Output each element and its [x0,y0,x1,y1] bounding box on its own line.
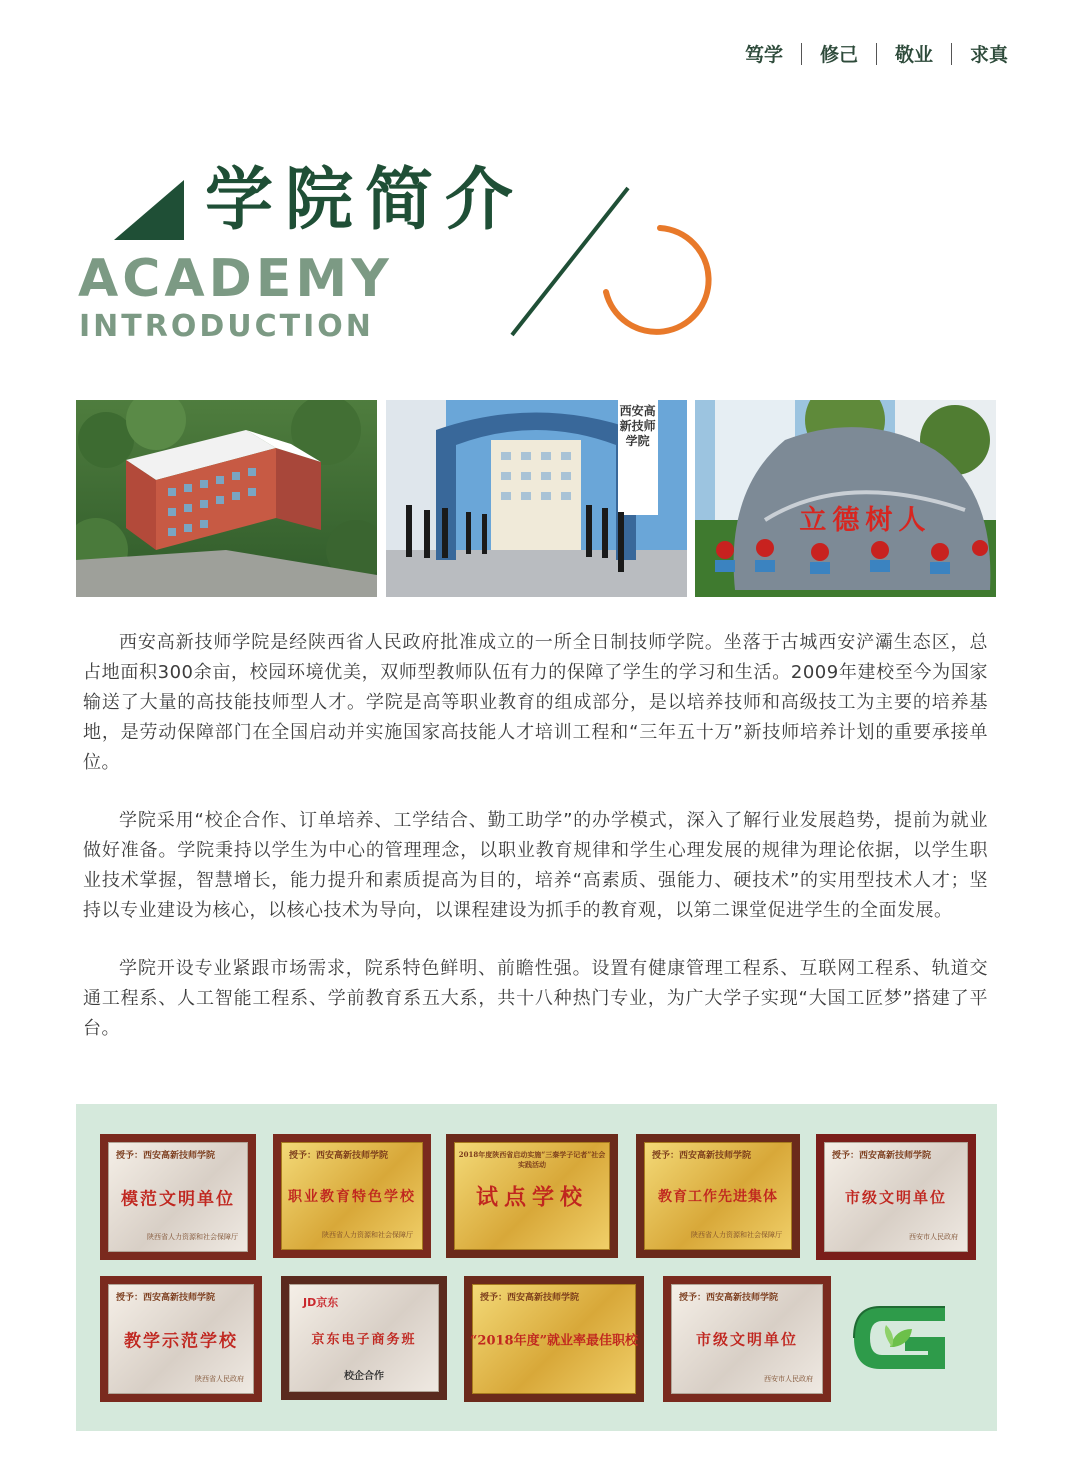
award-grantee: 授予：西安高新技师学院 [679,1293,779,1303]
award-issuer: 陕西省人力资源和社会保障厅 [147,1233,238,1241]
award-plaque [100,1134,256,1260]
award-plaque [100,1276,262,1402]
jd-brand-logo: JD京东 [303,1296,339,1309]
award-plaque [464,1276,644,1402]
award-plaque [273,1134,431,1258]
award-title: 职业教育特色学校 [288,1189,416,1205]
page-title: 学院简介 [205,160,526,240]
motto-item: 修己 [819,44,858,66]
decorative-slash [512,188,628,335]
intro-text [83,628,988,1072]
award-grantee: 授予：西安高新技师学院 [289,1151,389,1161]
award-issuer: 西安市人民政府 [909,1233,958,1241]
award-subtitle: 校企合作 [344,1371,384,1382]
award-plaque [816,1134,976,1260]
page-title-en-line2: INTRODUCTION [79,309,374,344]
campus-aerial-photo [76,400,378,597]
award-grantee: 授予：西安高新技师学院 [480,1293,580,1303]
award-grantee: 授予：西安高新技师学院 [116,1151,216,1161]
award-title: 教学示范学校 [124,1331,238,1352]
award-title: 市级文明单位 [844,1188,947,1207]
decorative-slash-arc-icon [500,180,720,340]
decorative-orange-arc [606,228,709,332]
award-title: 模范文明单位 [121,1189,235,1210]
award-title: “2018年度”就业率最佳职校 [469,1333,639,1349]
heading-triangle-icon [114,180,184,240]
school-gate-photo [386,400,688,597]
motto-item: 笃学 [744,44,783,66]
page-title-en-line1: ACADEMY [78,249,393,309]
photo-strip [76,400,997,597]
gate-sign: 西安高新技师学院 [619,404,656,448]
award-title: 京东电子商务班 [311,1332,417,1348]
award-issuer: 陕西省人力资源和社会保障厅 [691,1231,782,1239]
award-topline: 2018年度陕西省启动实施“三秦学子记者”社会实践活动 [458,1150,606,1169]
award-title: 教育工作先进集体 [658,1189,778,1205]
award-grantee: 授予：西安高新技师学院 [652,1151,752,1161]
intro-paragraph: 学院采用“校企合作、订单培养、工学结合、勤工助学”的办学模式，深入了解行业发展趋势，提前为就业做好准备。学院秉持以学生为中心的管理理念，以职业教育规律和学生心理发展的规律为理论依据，以学生职业技术掌握，智慧增长，能力提升和素质提高为目的，培养“高素质、强能力、硬技术”的实用型技术人才；坚持以专业建设为核心，以核心技术为导向，以课程建设为抓手的教育观，以第二课堂促进学生的全面发展。 [83,810,988,921]
school-logo-icon [850,1299,950,1377]
intro-paragraph: 西安高新技师学院是经陕西省人民政府批准成立的一所全日制技师学院。坐落于古城西安浐灞生态区，总占地面积300余亩，校园环境优美，双师型教师队伍有力的保障了学生的学习和生活。2009年建校至今为国家输送了大量的高技能技师型人才。学院是高等职业教育的组成部分，是以培养技师和高级技工为主要的培养基地，是劳动保障部门在全国启动并实施国家高技能人才培训工程和“三年五十万”新技师培养计划的重要承接单位。 [83,632,988,773]
award-issuer: 陕西省人民政府 [195,1375,244,1383]
award-plaque [663,1276,831,1402]
motto-bar [745,40,1008,67]
award-title: 试点学校 [475,1184,588,1211]
award-grantee: 授予：西安高新技师学院 [116,1293,216,1303]
award-grantee: 授予：西安高新技师学院 [832,1151,932,1161]
motto-stone-photo [695,400,997,597]
award-issuer: 西安市人民政府 [764,1375,813,1383]
motto-divider [951,43,952,65]
motto-divider [801,43,802,65]
award-title: 市级文明单位 [695,1330,798,1349]
award-plaque [636,1134,800,1258]
award-plaque [281,1276,447,1400]
stone-inscription: 立德树人 [799,505,932,536]
motto-item: 求真 [969,44,1008,66]
intro-paragraph: 学院开设专业紧跟市场需求，院系特色鲜明、前瞻性强。设置有健康管理工程系、互联网工程系、轨道交通工程系、人工智能工程系、学前教育系五大系，共十八种热门专业，为广大学子实现“大国工匠梦”搭建了平台。 [83,958,988,1039]
motto-item: 敬业 [894,44,933,66]
award-issuer: 陕西省人力资源和社会保障厅 [322,1231,413,1239]
award-plaque [446,1134,618,1258]
awards-panel [76,1104,997,1431]
motto-divider [876,43,877,65]
